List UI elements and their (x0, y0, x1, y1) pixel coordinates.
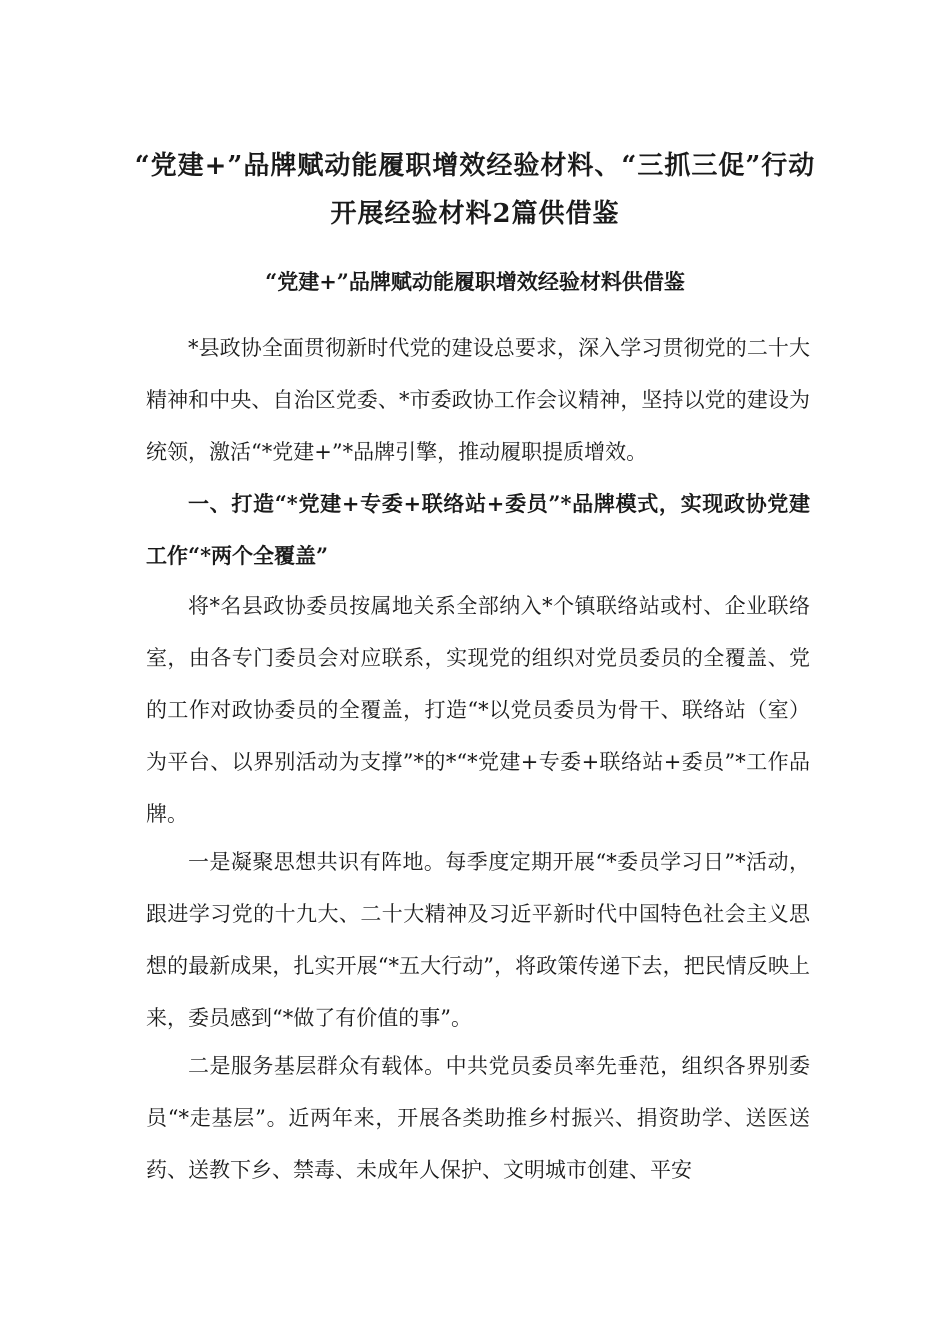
document-title: “党建+”品牌赋动能履职增效经验材料、“三抓三促”行动开展经验材料2篇供借鉴 (134, 151, 816, 229)
section-heading-1: 一、打造“*党建+专委+联络站+委员”*品牌模式，实现政协党建工作“*两个全覆盖” (146, 491, 810, 568)
paragraph-point-2: 二是服务基层群众有载体。中共党员委员率先垂范，组织各界别委员“*走基层”。近两年来，开展各类助推乡村振兴、捐资助学、送医送药、送教下乡、禁毒、未成年人保护、文明城市创建、平安 (146, 1054, 810, 1182)
paragraph-section-1-body: 将*名县政协委员按属地关系全部纳入*个镇联络站或村、企业联络室，由各专门委员会对应联系，实现党的组织对党员委员的全覆盖、党的工作对政协委员的全覆盖，打造“*以党员委员为骨干、联络站（室）为平台、以界别活动为支撑”*的*“*党建+专委+联络站+委员”*工作品牌。 (146, 594, 810, 826)
paragraph-point-1: 一是凝聚思想共识有阵地。每季度定期开展“*委员学习日”*活动，跟进学习党的十九大、二十大精神及习近平新时代中国特色社会主义思想的最新成果，扎实开展“*五大行动”，将政策传递下去，把民情反映上来，委员感到“*做了有价值的事”。 (146, 850, 810, 1030)
paragraph-intro: *县政协全面贯彻新时代党的建设总要求，深入学习贯彻党的二十大精神和中央、自治区党委、*市委政协工作会议精神，坚持以党的建设为统领，激活“*党建+”*品牌引擎，推动履职提质增效。 (146, 336, 810, 464)
document-subtitle: “党建+”品牌赋动能履职增效经验材料供借鉴 (265, 269, 685, 294)
